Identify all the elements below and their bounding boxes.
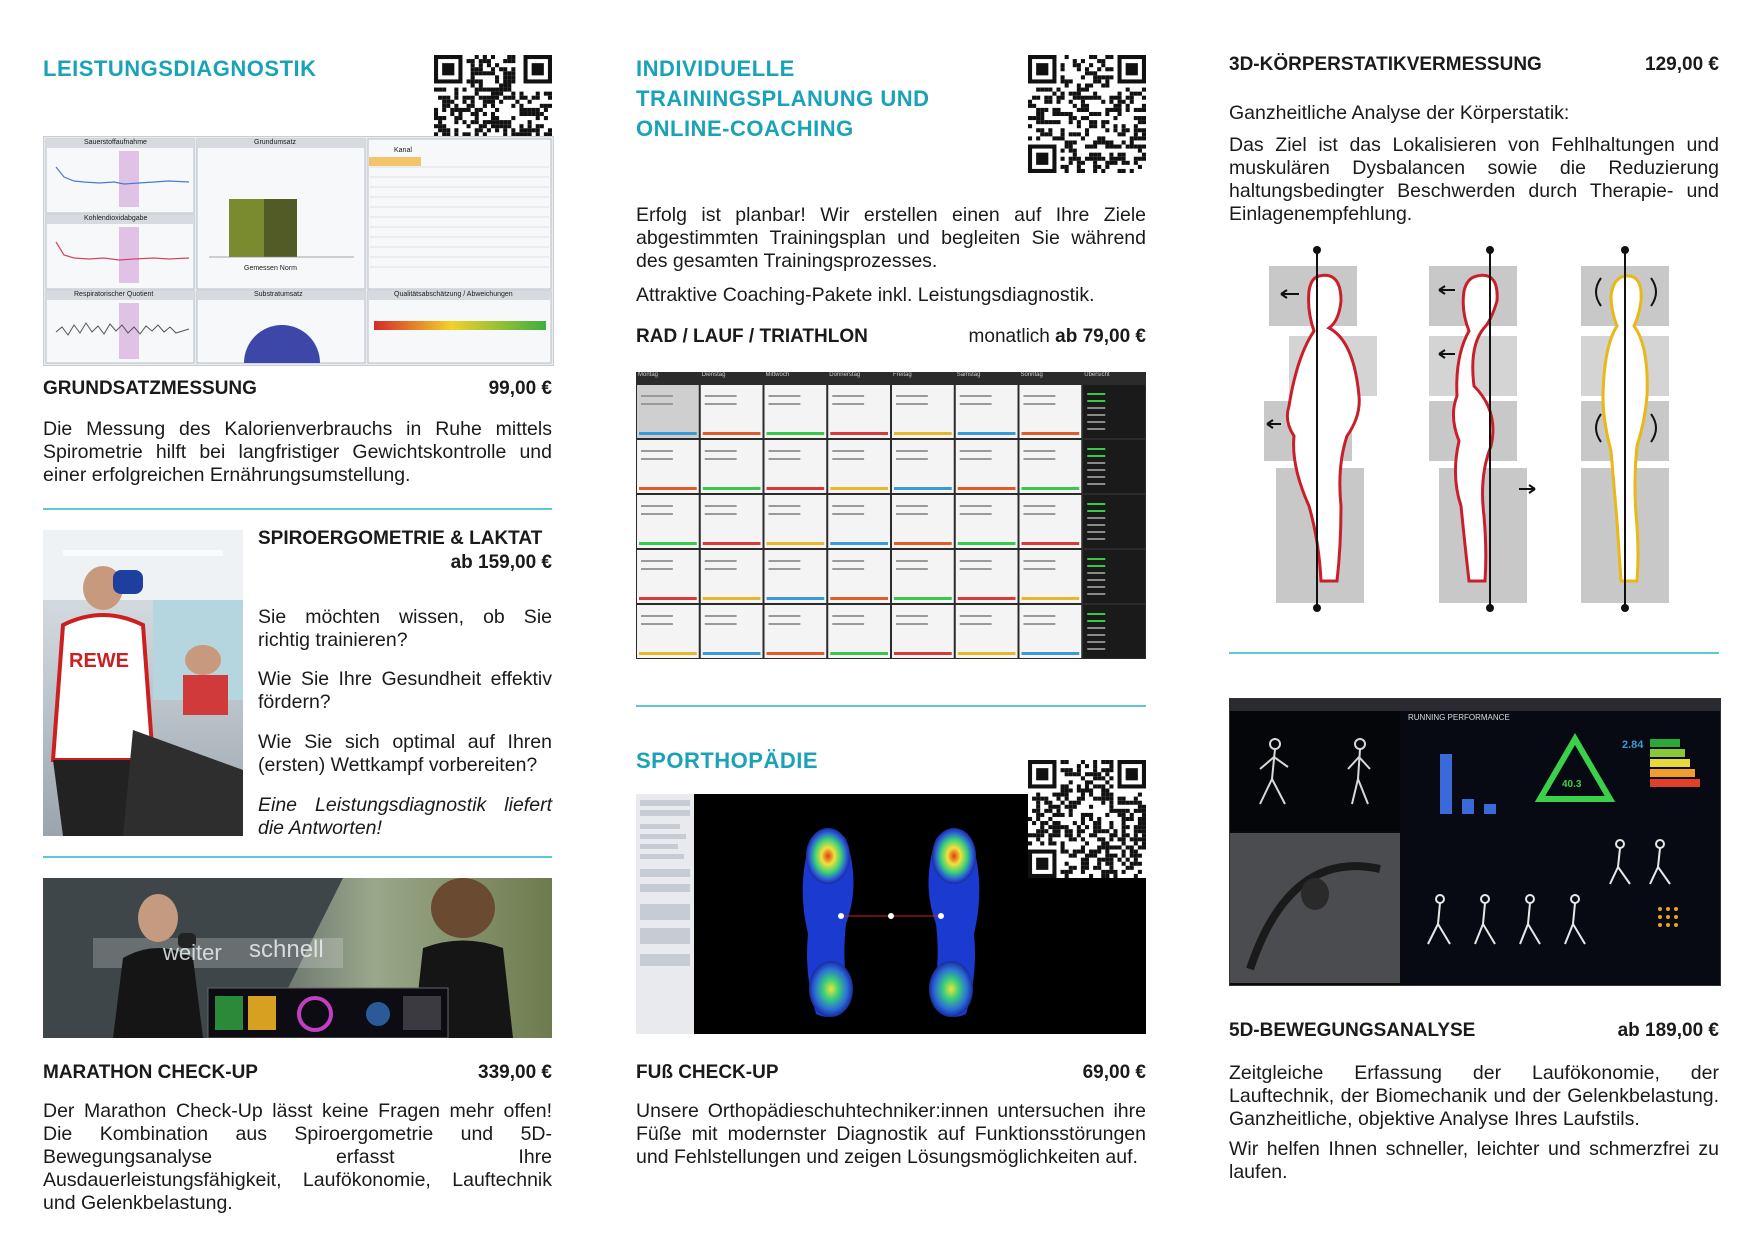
- panel-label: Sauerstoffaufnahme: [84, 139, 147, 146]
- fuss-text: Unsere Orthopädieschuhtechniker:innen untersuchen ihre Füße mit modernster Diagnostik auf Funktionsstörungen und Fehlstellungen und zeigen Lösungsmöglichkeiten auf.: [636, 1100, 1146, 1168]
- divider: [1229, 652, 1719, 654]
- trainingsplanung-title: [636, 54, 956, 144]
- koerper-intro: Ganzheitliche Analyse der Körperstatik:: [1229, 102, 1570, 124]
- panel-label: Kohlendioxidabgabe: [84, 215, 148, 222]
- fuss-header: [636, 1062, 1146, 1088]
- qr-code-icon[interactable]: [1028, 55, 1146, 173]
- calendar-day: Samstag: [956, 372, 981, 378]
- marathon-heading: MARATHON CHECK-UP: [43, 1062, 258, 1083]
- bewegung-price: ab 189,00 €: [1617, 1020, 1719, 1041]
- triangle-value: 40.3: [1562, 779, 1582, 790]
- bewegung-help-text: Wir helfen Ihnen schneller, leichter und schmerzfrei zu laufen.: [1229, 1138, 1719, 1183]
- spirometry-dashboard: [43, 136, 554, 366]
- chart-legend: Gemessen Norm: [244, 265, 297, 272]
- bewegung-header: [1229, 1020, 1719, 1046]
- bewegung-text: Zeitgleiche Erfassung der Laufökonomie, der Lauftechnik, der Biomechanik und der Gelenkbelastung. Ganzheitliche, objektive Analyse Ihres Laufstils.: [1229, 1062, 1719, 1130]
- panel-label: Qualitätsabschätzung / Abweichungen: [394, 291, 513, 298]
- marathon-banner-photo: [43, 878, 552, 1038]
- koerper-heading: 3D-KÖRPERSTATIKVERMESSUNG: [1229, 54, 1542, 75]
- title-line: ONLINE-COACHING: [636, 116, 854, 141]
- posture-analysis-figures: [1229, 246, 1719, 618]
- leistungsdiagnostik-title: LEISTUNGSDIAGNOSTIK: [43, 56, 317, 81]
- title-line: TRAININGSPLANUNG UND: [636, 86, 930, 111]
- screen-title: RUNNING PERFORMANCE: [1408, 713, 1510, 722]
- rad-price-prefix: monatlich: [968, 326, 1050, 347]
- rad-heading: RAD / LAUF / TRIATHLON: [636, 326, 868, 347]
- koerper-text: Das Ziel ist das Lokalisieren von Fehlhaltungen und muskulären Dysbalancen sowie die Reduzierung haltungsbedingter Beschwerden durch Therapie- und Einlagenempfehlung.: [1229, 134, 1719, 225]
- spiro-question-3: Wie Sie sich optimal auf Ihren (ersten) Wettkampf vorbereiten?: [258, 731, 552, 776]
- panel-label: Respiratorischer Quotient: [74, 291, 154, 298]
- koerper-price: 129,00 €: [1645, 54, 1719, 75]
- marathon-text: Der Marathon Check-Up lässt keine Fragen mehr offen! Die Kombination aus Spiroergometrie und 5D-Bewegungsanalyse erfasst Ihre Ausdauerleistungsfähigkeit, Laufökonomie, Lauftechnik und Gelenkbelastung.: [43, 1100, 552, 1214]
- calendar-day: Dienstag: [701, 372, 726, 378]
- coaching-text: Erfolg ist planbar! Wir erstellen einen auf Ihre Ziele abgestimmten Trainingsplan und begleiten Sie während des gesamten Trainingsprozesses.: [636, 204, 1146, 272]
- rad-price-row: [969, 326, 1146, 348]
- spiroergometry-photo: [43, 530, 243, 836]
- posture-figure-front-lean: [1264, 246, 1377, 612]
- screen-score: 2.84: [1622, 739, 1644, 751]
- fuss-price: 69,00 €: [1082, 1062, 1146, 1083]
- fuss-heading: FUß CHECK-UP: [636, 1062, 779, 1083]
- calendar-day: Sonntag: [1020, 372, 1043, 378]
- bewegung-heading: 5D-BEWEGUNGSANALYSE: [1229, 1020, 1476, 1041]
- grundsatz-heading: GRUNDSATZMESSUNG: [43, 378, 257, 399]
- spiro-price: ab 159,00 €: [450, 552, 552, 573]
- grundsatz-text: Die Messung des Kalorienverbrauchs in Ruhe mittels Spirometrie hilft bei langfristiger Gewichtskontrolle und einer erfolgreichen Ernährungsumstellung.: [43, 418, 552, 486]
- spiro-question-1: Sie möchten wissen, ob Sie richtig trainieren?: [258, 606, 552, 651]
- calendar-day: Mittwoch: [765, 372, 790, 378]
- rad-price: ab 79,00 €: [1055, 326, 1146, 347]
- divider: [43, 508, 552, 510]
- banner-word: weiter: [163, 940, 222, 965]
- calendar-day: Montag: [638, 372, 659, 378]
- koerper-header: [1229, 54, 1719, 80]
- spiro-header: [258, 528, 552, 574]
- training-calendar: [636, 372, 1146, 659]
- qr-code-icon[interactable]: [1028, 760, 1146, 878]
- divider: [636, 705, 1146, 707]
- divider: [43, 856, 552, 858]
- sporthopaedie-title: SPORTHOPÄDIE: [636, 748, 819, 773]
- panel-label: Kanal: [394, 147, 412, 154]
- calendar-day: Freitag: [893, 372, 912, 378]
- panel-label: Grundumsatz: [254, 139, 297, 146]
- running-performance-screen: [1229, 698, 1721, 986]
- grundsatz-header: [43, 378, 552, 404]
- title-line: INDIVIDUELLE: [636, 56, 795, 81]
- grundsatz-price: 99,00 €: [488, 378, 552, 399]
- calendar-day: Übersicht: [1084, 372, 1110, 378]
- spiro-answer: Eine Leistungsdiagnostik liefert die Antworten!: [258, 794, 552, 839]
- spiro-question-2: Wie Sie Ihre Gesundheit effektiv fördern?: [258, 668, 552, 713]
- marathon-price: 339,00 €: [478, 1062, 552, 1083]
- calendar-day: Donnerstag: [829, 372, 861, 378]
- coaching-packages-text: Attraktive Coaching-Pakete inkl. Leistungsdiagnostik.: [636, 284, 1095, 306]
- marathon-header: [43, 1062, 552, 1088]
- photo-logo-text: REWE: [69, 650, 129, 672]
- spiro-heading: SPIROERGOMETRIE & LAKTAT: [258, 528, 543, 549]
- rad-header: [636, 326, 1146, 352]
- panel-label: Substratumsatz: [254, 291, 303, 298]
- banner-word: schnell: [249, 936, 324, 963]
